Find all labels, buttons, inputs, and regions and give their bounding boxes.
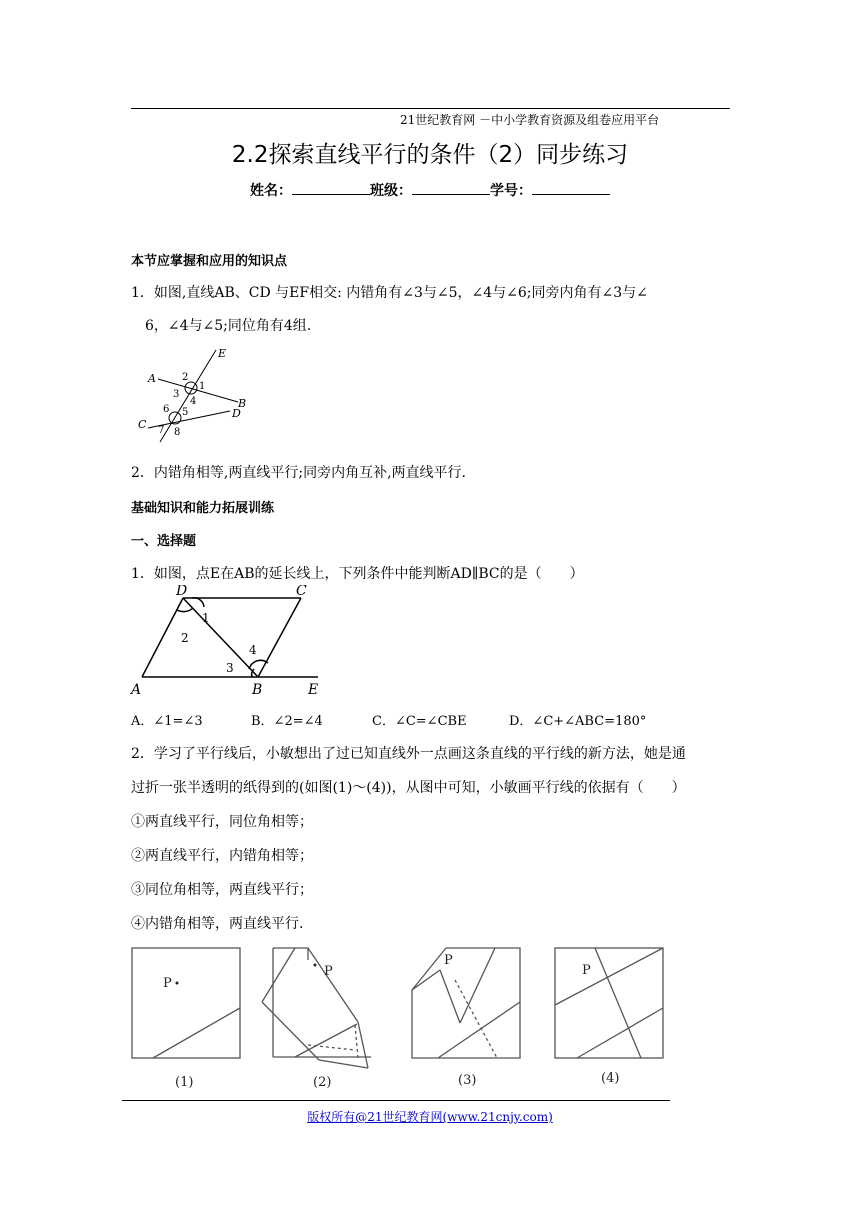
fold1-caption: (1) [175,1075,194,1090]
q1-option-d[interactable]: D．∠C+∠ABC=180° [509,714,647,729]
fig1-angle-2: 2 [182,372,189,383]
fold4-caption: (4) [601,1071,620,1086]
header-rule [131,108,730,109]
fig2-label-E: E [308,682,319,698]
fig1-angle-8: 8 [174,427,181,438]
fig2-label-B: B [252,682,263,698]
question-2-line2: 过折一张半透明的纸得到的(如图(1)～(4))，从图中可知，小敏画平行线的依据有（ ） [131,780,686,796]
fig2-angle-4: 4 [249,643,257,657]
fold3-point-label: P [444,953,453,968]
footer-copyright[interactable] [0,1108,860,1125]
knowledge-point1-line2: 6，∠4与∠5;同位角有4组. [145,318,312,334]
fold4-point-label: P [582,963,591,978]
q2-item-3: ③同位角相等，两直线平行； [131,882,313,898]
folding-figures [125,940,675,1095]
q1-option-b[interactable]: B．∠2=∠4 [251,714,323,729]
practice-heading: 基础知识和能力拓展训练 [131,501,275,516]
page-title: 2.2探索直线平行的条件（2）同步练习 [231,142,629,168]
fig1-label-B: B [238,397,247,410]
class-label: 班级： [370,183,412,199]
footer-rule [122,1100,670,1101]
q1-option-c[interactable]: C．∠C=∠CBE [372,714,467,729]
fold3-caption: (3) [458,1073,477,1088]
header-site-text: 21世纪教育网 －中小学教育资源及组卷应用平台 [400,113,660,127]
section-choice-heading: 一、选择题 [131,534,197,549]
fig2-label-C: C [296,585,307,599]
fig1-angle-1: 1 [199,381,206,392]
fold2-caption: (2) [313,1075,332,1090]
fig2-label-D: D [176,585,188,599]
question-1-stem: 1．如图，点E在AB的延长线上，下列条件中能判断AD∥BC的是（ ） [131,566,584,582]
name-blank[interactable] [292,182,370,195]
fig1-angle-7: 7 [158,425,165,436]
id-blank[interactable] [532,182,610,195]
fig1-label-D: D [232,407,241,420]
name-label: 姓名： [250,183,292,199]
fig1-angle-3: 3 [173,389,180,400]
q2-item-1: ①两直线平行，同位角相等； [131,814,313,830]
fig1-label-C: C [138,418,147,431]
fig2-angle-3: 3 [226,661,234,675]
knowledge-point1-line1: 1．如图,直线AB、CD 与EF相交: 内错角有∠3与∠5，∠4与∠6;同旁内角有∠3与∠ [131,285,648,301]
fig2-angle-2: 2 [181,631,189,645]
fig1-angle-5: 5 [182,407,189,418]
q2-item-4: ④内错角相等，两直线平行. [131,916,304,932]
fig1-label-A: A [148,372,156,385]
knowledge-point2: 2．内错角相等,两直线平行;同旁内角互补,两直线平行. [131,465,466,481]
student-info [0,180,860,200]
transversal-figure [128,345,258,445]
fold1-paper [132,948,240,1058]
q1-option-a[interactable]: A．∠1=∠3 [131,714,203,729]
class-blank[interactable] [412,182,490,195]
copyright-link[interactable]: 版权所有@21世纪教育网(www.21cnjy.com) [307,1110,553,1124]
fold2-point-label: P [324,964,333,979]
fig2-label-A: A [131,682,142,698]
fig1-angle-6: 6 [163,404,170,415]
q2-item-2: ②两直线平行，内错角相等； [131,848,313,864]
parallelogram-figure [128,585,328,700]
fig2-angle-1: 1 [202,611,210,625]
fig1-label-E: E [218,347,227,360]
fold1-point-label: P [163,976,172,991]
question-2-line1: 2．学习了平行线后，小敏想出了过已知直线外一点画这条直线的平行线的新方法，她是通 [131,746,686,762]
knowledge-heading: 本节应掌握和应用的知识点 [131,254,288,269]
fig1-angle-4: 4 [190,396,197,407]
id-label: 学号： [490,183,532,199]
